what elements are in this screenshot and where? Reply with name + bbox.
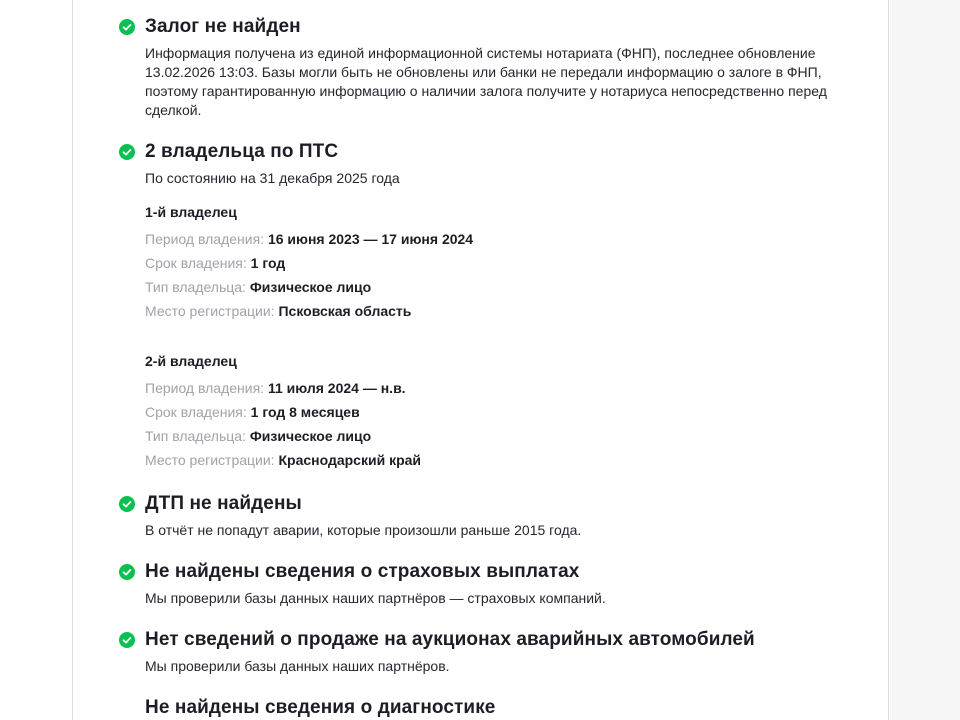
section-insurance-payouts bbox=[145, 560, 888, 608]
page-side-background bbox=[890, 0, 960, 720]
owner-block-2 bbox=[145, 353, 888, 472]
detail-label: Место регистрации: bbox=[145, 303, 275, 319]
detail-label: Срок владения: bbox=[145, 255, 247, 271]
detail-value: Псковская область bbox=[278, 303, 412, 319]
detail-value: Краснодарский край bbox=[278, 452, 422, 468]
section-title-text: Не найдены сведения о страховых выплатах bbox=[145, 561, 580, 582]
detail-label: Период владения: bbox=[145, 231, 265, 247]
owner-detail-row bbox=[145, 424, 888, 448]
detail-value: Физическое лицо bbox=[249, 428, 372, 444]
detail-value: 16 июня 2023 — 17 июня 2024 bbox=[267, 231, 474, 247]
section-body-text: Информация получена из единой информационной системы нотариата (ФНП), последнее обновление 13.02.2026 13:03. Базы могли быть не обновлены или банки не передали информацию о залоге в ФНП, поэтому гарантированную информацию о наличии залога получите у нотариуса непосредственно перед сделкой. bbox=[145, 45, 827, 118]
section-pledge bbox=[145, 15, 888, 120]
section-title-text: ДТП не найдены bbox=[145, 493, 302, 514]
section-title bbox=[145, 628, 888, 651]
section-title bbox=[145, 696, 888, 719]
section-title-text: 2 владельца по ПТС bbox=[145, 141, 339, 162]
detail-label: Срок владения: bbox=[145, 404, 247, 420]
check-circle-icon bbox=[119, 495, 135, 511]
detail-label: Тип владельца: bbox=[145, 428, 246, 444]
section-title bbox=[145, 492, 888, 515]
owners-as-of-date: По состоянию на 31 декабря 2025 года bbox=[145, 170, 400, 186]
owner-name: 2-й владелец bbox=[145, 353, 237, 369]
detail-value: 1 год bbox=[250, 255, 286, 271]
section-title-text: Нет сведений о продаже на аукционах аварийных автомобилей bbox=[145, 629, 755, 650]
owner-block-1 bbox=[145, 204, 888, 323]
section-body-text: В отчёт не попадут аварии, которые произошли раньше 2015 года. bbox=[145, 522, 582, 538]
check-circle-icon bbox=[119, 631, 135, 647]
owner-detail-row bbox=[145, 251, 888, 275]
detail-label: Период владения: bbox=[145, 380, 265, 396]
section-accidents bbox=[145, 492, 888, 540]
detail-value: Физическое лицо bbox=[249, 279, 372, 295]
detail-label: Тип владельца: bbox=[145, 279, 246, 295]
section-owners bbox=[145, 140, 888, 472]
owner-detail-row bbox=[145, 299, 888, 323]
section-body-text: Мы проверили базы данных наших партнёров — страховых компаний. bbox=[145, 590, 606, 606]
owner-name: 1-й владелец bbox=[145, 204, 237, 220]
section-title bbox=[145, 560, 888, 583]
owner-detail-row bbox=[145, 400, 888, 424]
detail-label: Место регистрации: bbox=[145, 452, 275, 468]
section-body-text: Мы проверили базы данных наших партнёров. bbox=[145, 658, 450, 674]
detail-value: 1 год 8 месяцев bbox=[250, 404, 360, 420]
section-salvage-auctions bbox=[145, 628, 888, 676]
report-panel bbox=[72, 0, 889, 720]
check-circle-icon bbox=[119, 18, 135, 34]
section-title bbox=[145, 140, 888, 163]
owner-detail-row bbox=[145, 448, 888, 472]
section-title-text: Не найдены сведения о диагностике bbox=[145, 697, 496, 718]
section-diagnostics bbox=[145, 696, 888, 719]
owner-detail-row bbox=[145, 227, 888, 251]
check-circle-icon bbox=[119, 563, 135, 579]
section-title bbox=[145, 15, 888, 38]
owner-detail-row bbox=[145, 376, 888, 400]
detail-value: 11 июля 2024 — н.в. bbox=[267, 380, 406, 396]
owner-detail-row bbox=[145, 275, 888, 299]
check-circle-icon bbox=[119, 143, 135, 159]
section-title-text: Залог не найден bbox=[145, 16, 301, 37]
